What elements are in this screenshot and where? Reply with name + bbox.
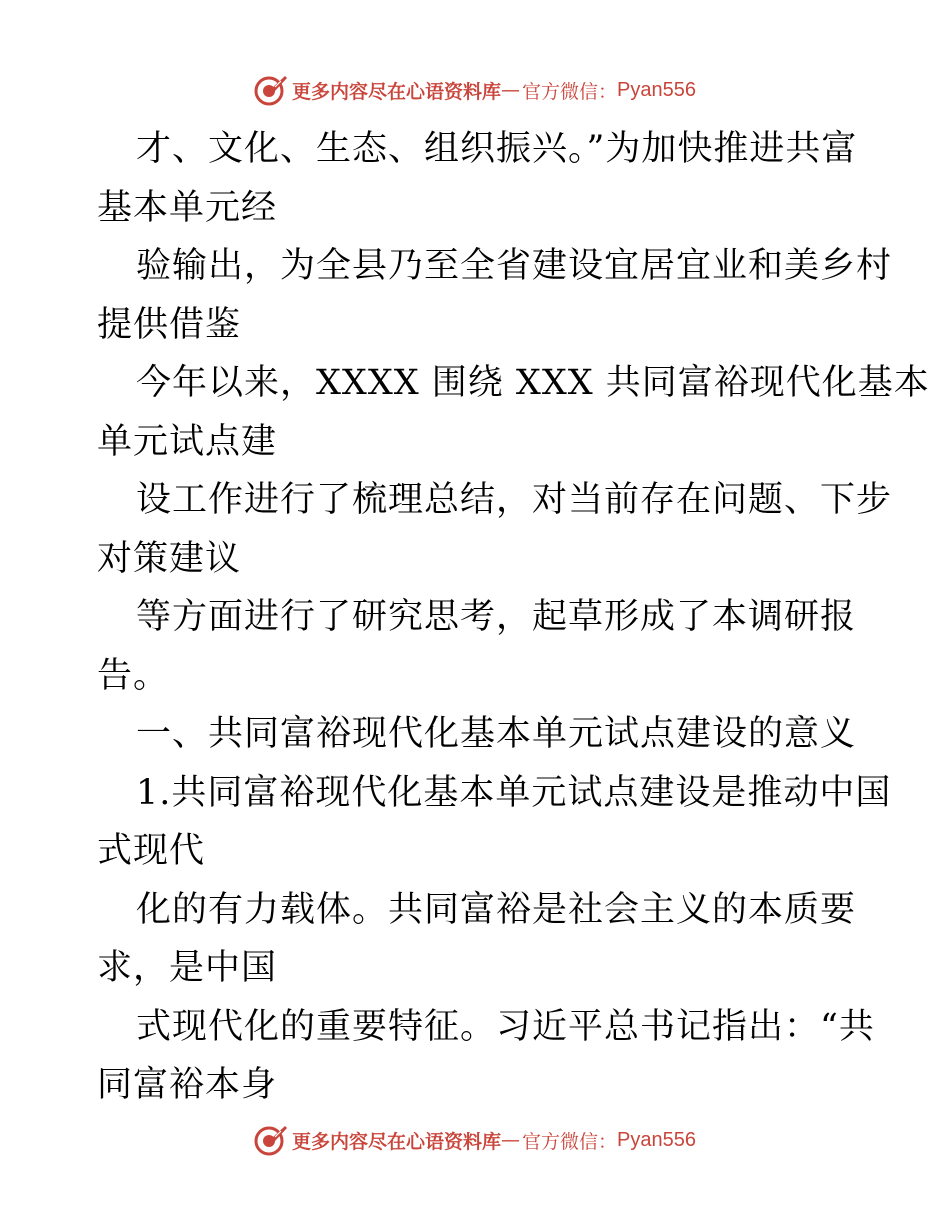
page-header	[0, 70, 950, 110]
body-line: 基本单元经	[97, 187, 278, 228]
body-line: 对策建议	[97, 538, 242, 579]
footer-brand-text: 更多内容尽在心语资料库	[292, 1130, 502, 1153]
body-line: 今年以来，XXXX 围绕 XXX 共同富裕现代化基本	[136, 363, 930, 403]
body-line: 化的有力载体。共同富裕是社会主义的本质要	[136, 889, 857, 930]
footer-contact-id: Pyan556	[617, 1128, 696, 1151]
footer-contact-label: 官方微信：	[522, 1130, 618, 1153]
body-line: 等方面进行了研究思考，起草形成了本调研报	[136, 597, 857, 637]
pen-logo-icon	[254, 73, 288, 107]
header-separator: —	[501, 79, 521, 101]
footer-separator: —	[501, 1129, 521, 1151]
header-contact-label: 官方微信：	[522, 80, 618, 103]
body-line: 提供借鉴	[97, 304, 242, 345]
body-line: 验输出，为全县乃至全省建设宜居宜业和美乡村	[136, 246, 893, 286]
body-line: 设工作进行了梳理总结，对当前存在问题、下步	[136, 480, 893, 520]
body-line: 1.共同富裕现代化基本单元试点建设是推动中国	[136, 772, 892, 813]
body-line: 同富裕本身	[97, 1065, 278, 1105]
page-footer	[0, 1120, 950, 1160]
header-brand	[254, 73, 696, 107]
section-heading: 一、共同富裕现代化基本单元试点建设的意义	[136, 714, 857, 754]
body-line: 式现代	[97, 831, 206, 871]
body-line: 式现代化的重要特征。习近平总书记指出：“共	[136, 1006, 875, 1047]
body-line: 单元试点建	[97, 421, 278, 462]
footer-brand	[254, 1123, 696, 1157]
header-contact-id: Pyan556	[617, 78, 696, 101]
body-line: 求，是中国	[97, 948, 278, 988]
body-line: 告。	[97, 655, 170, 696]
header-brand-text: 更多内容尽在心语资料库	[292, 80, 502, 103]
pen-logo-icon	[254, 1123, 288, 1157]
document-body	[97, 120, 930, 1115]
body-line: 才、文化、生态、组织振兴。”为加快推进共富	[136, 129, 858, 169]
